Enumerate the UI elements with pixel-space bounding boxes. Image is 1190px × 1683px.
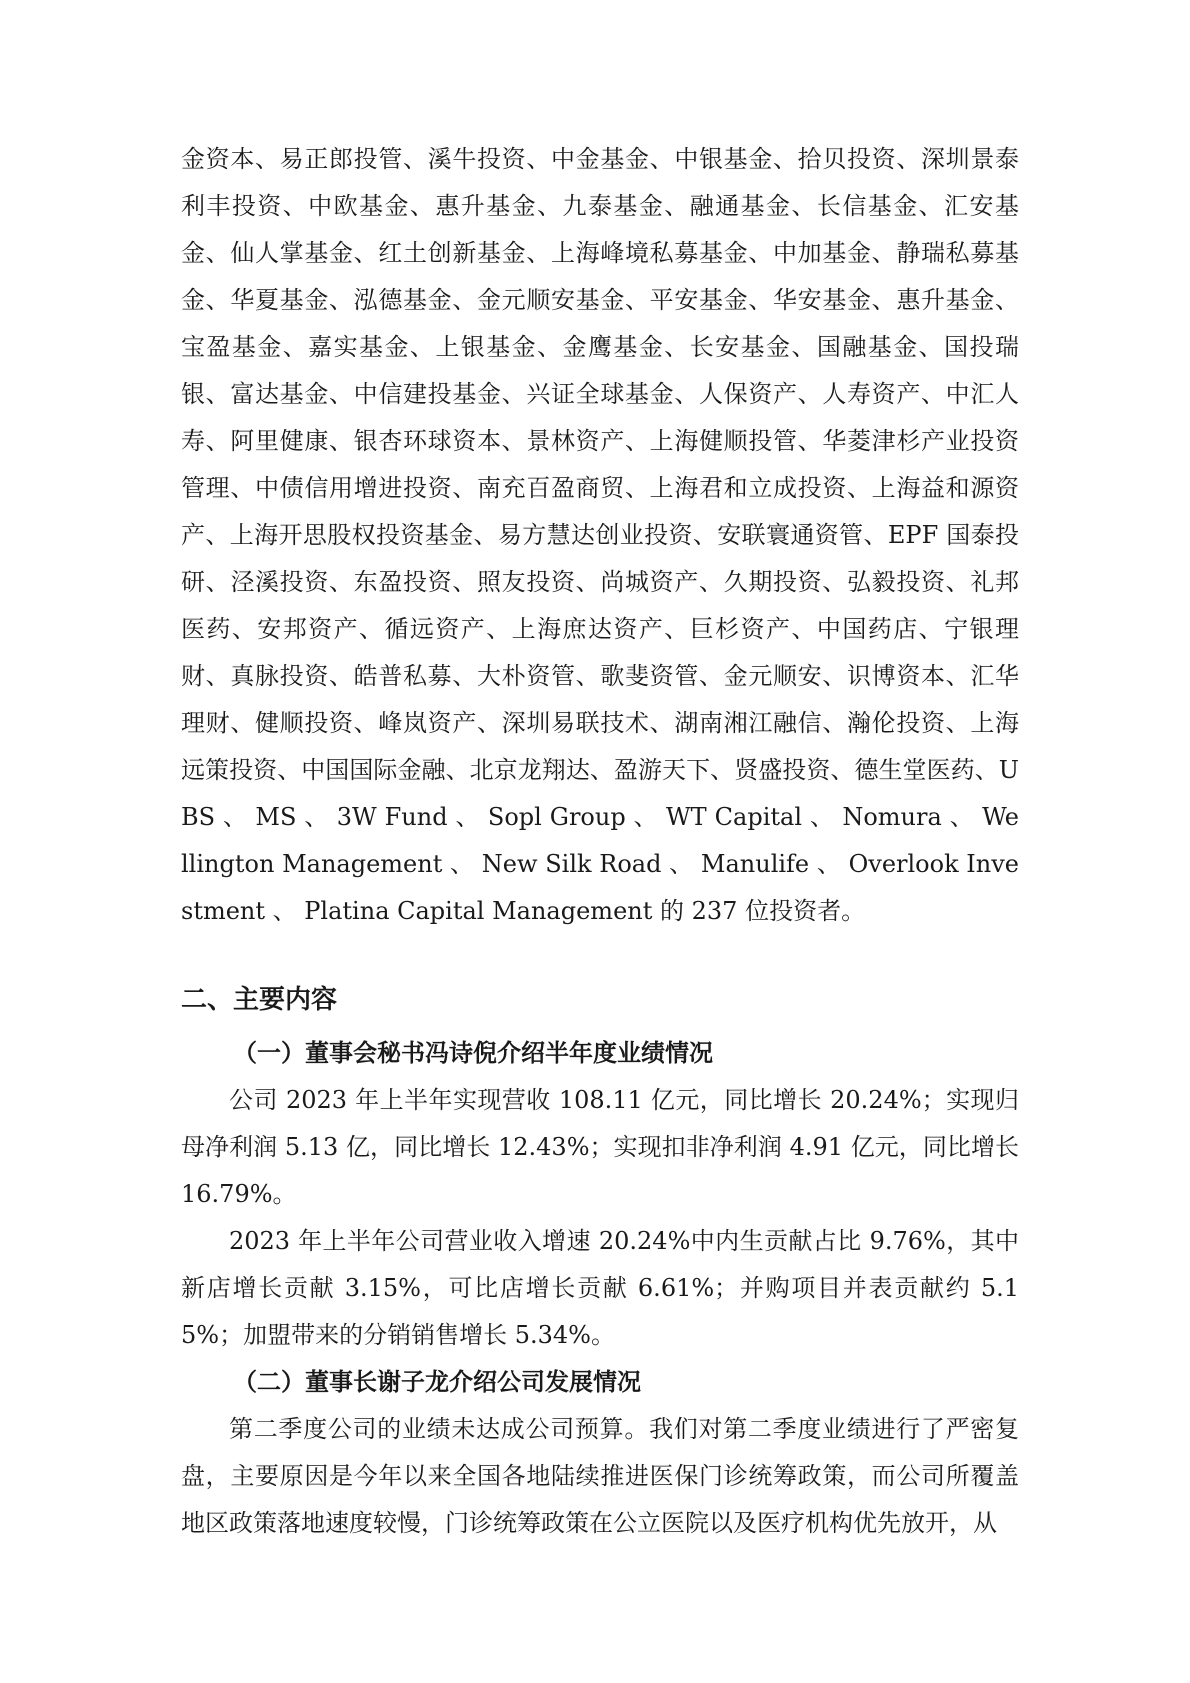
q2-review-paragraph: 第二季度公司的业绩未达成公司预算。我们对第二季度业绩进行了严密复盘，主要原因是今年以来全国各地陆续推进医保门诊统筹政策，而公司所覆盖地区政策落地速度较慢，门诊统筹政策在公立医院以及医疗机构优先放开，从: [181, 1415, 1019, 1537]
growth-breakdown-paragraph: 2023 年上半年公司营业收入增速 20.24%中内生贡献占比 9.76%，其中新店增长贡献 3.15%，可比店增长贡献 6.61%；并购项目并表贡献约 5.15%；加盟带来的分销销售增长 5.34%。: [181, 1227, 1019, 1349]
subsection-heading-half-year-results: （一）董事会秘书冯诗倪介绍半年度业绩情况: [233, 1039, 713, 1067]
section-heading-main-content: 二、主要内容: [181, 985, 338, 1015]
subsection-heading-company-development: （二）董事长谢子龙介绍公司发展情况: [233, 1368, 641, 1396]
document-page: [181, 136, 1019, 1547]
investor-list-paragraph: 金资本、易正郎投管、溪牛投资、中金基金、中银基金、拾贝投资、深圳景泰利丰投资、中欧基金、惠升基金、九泰基金、融通基金、长信基金、汇安基金、仙人掌基金、红土创新基金、上海峰境私募基金、中加基金、静瑞私募基金、华夏基金、泓德基金、金元顺安基金、平安基金、华安基金、惠升基金、宝盈基金、嘉实基金、上银基金、金鹰基金、长安基金、国融基金、国投瑞银、富达基金、中信建投基金、兴证全球基金、人保资产、人寿资产、中汇人寿、阿里健康、银杏环球资本、景林资产、上海健顺投管、华菱津杉产业投资管理、中债信用增进投资、南充百盈商贸、上海君和立成投资、上海益和源资产、上海开思股权投资基金、易方慧达创业投资、安联寰通资管、EPF 国泰投研、泾溪投资、东盈投资、照友投资、尚城资产、久期投资、弘毅投资、礼邦医药、安邦资产、循远资产、上海庶达资产、巨杉资产、中国药店、宁银理财、真脉投资、皓普私募、大朴资管、歌斐资管、金元顺安、识博资本、汇华理财、健顺投资、峰岚资产、深圳易联技术、湖南湘江融信、瀚伦投资、上海远策投资、中国国际金融、北京龙翔达、盈游天下、贤盛投资、德生堂医药、UBS 、 MS 、 3W Fund 、 Sopl Group 、 WT Capital 、 Nomura 、 Wellington Management 、 New Silk Road 、 Manulife 、 Overlook Investment 、 Platina Capital Management 的 237 位投资者。: [181, 145, 1019, 925]
revenue-paragraph: 公司 2023 年上半年实现营收 108.11 亿元，同比增长 20.24%；实现归母净利润 5.13 亿，同比增长 12.43%；实现扣非净利润 4.91 亿元，同比增长 16.79%。: [181, 1086, 1019, 1208]
